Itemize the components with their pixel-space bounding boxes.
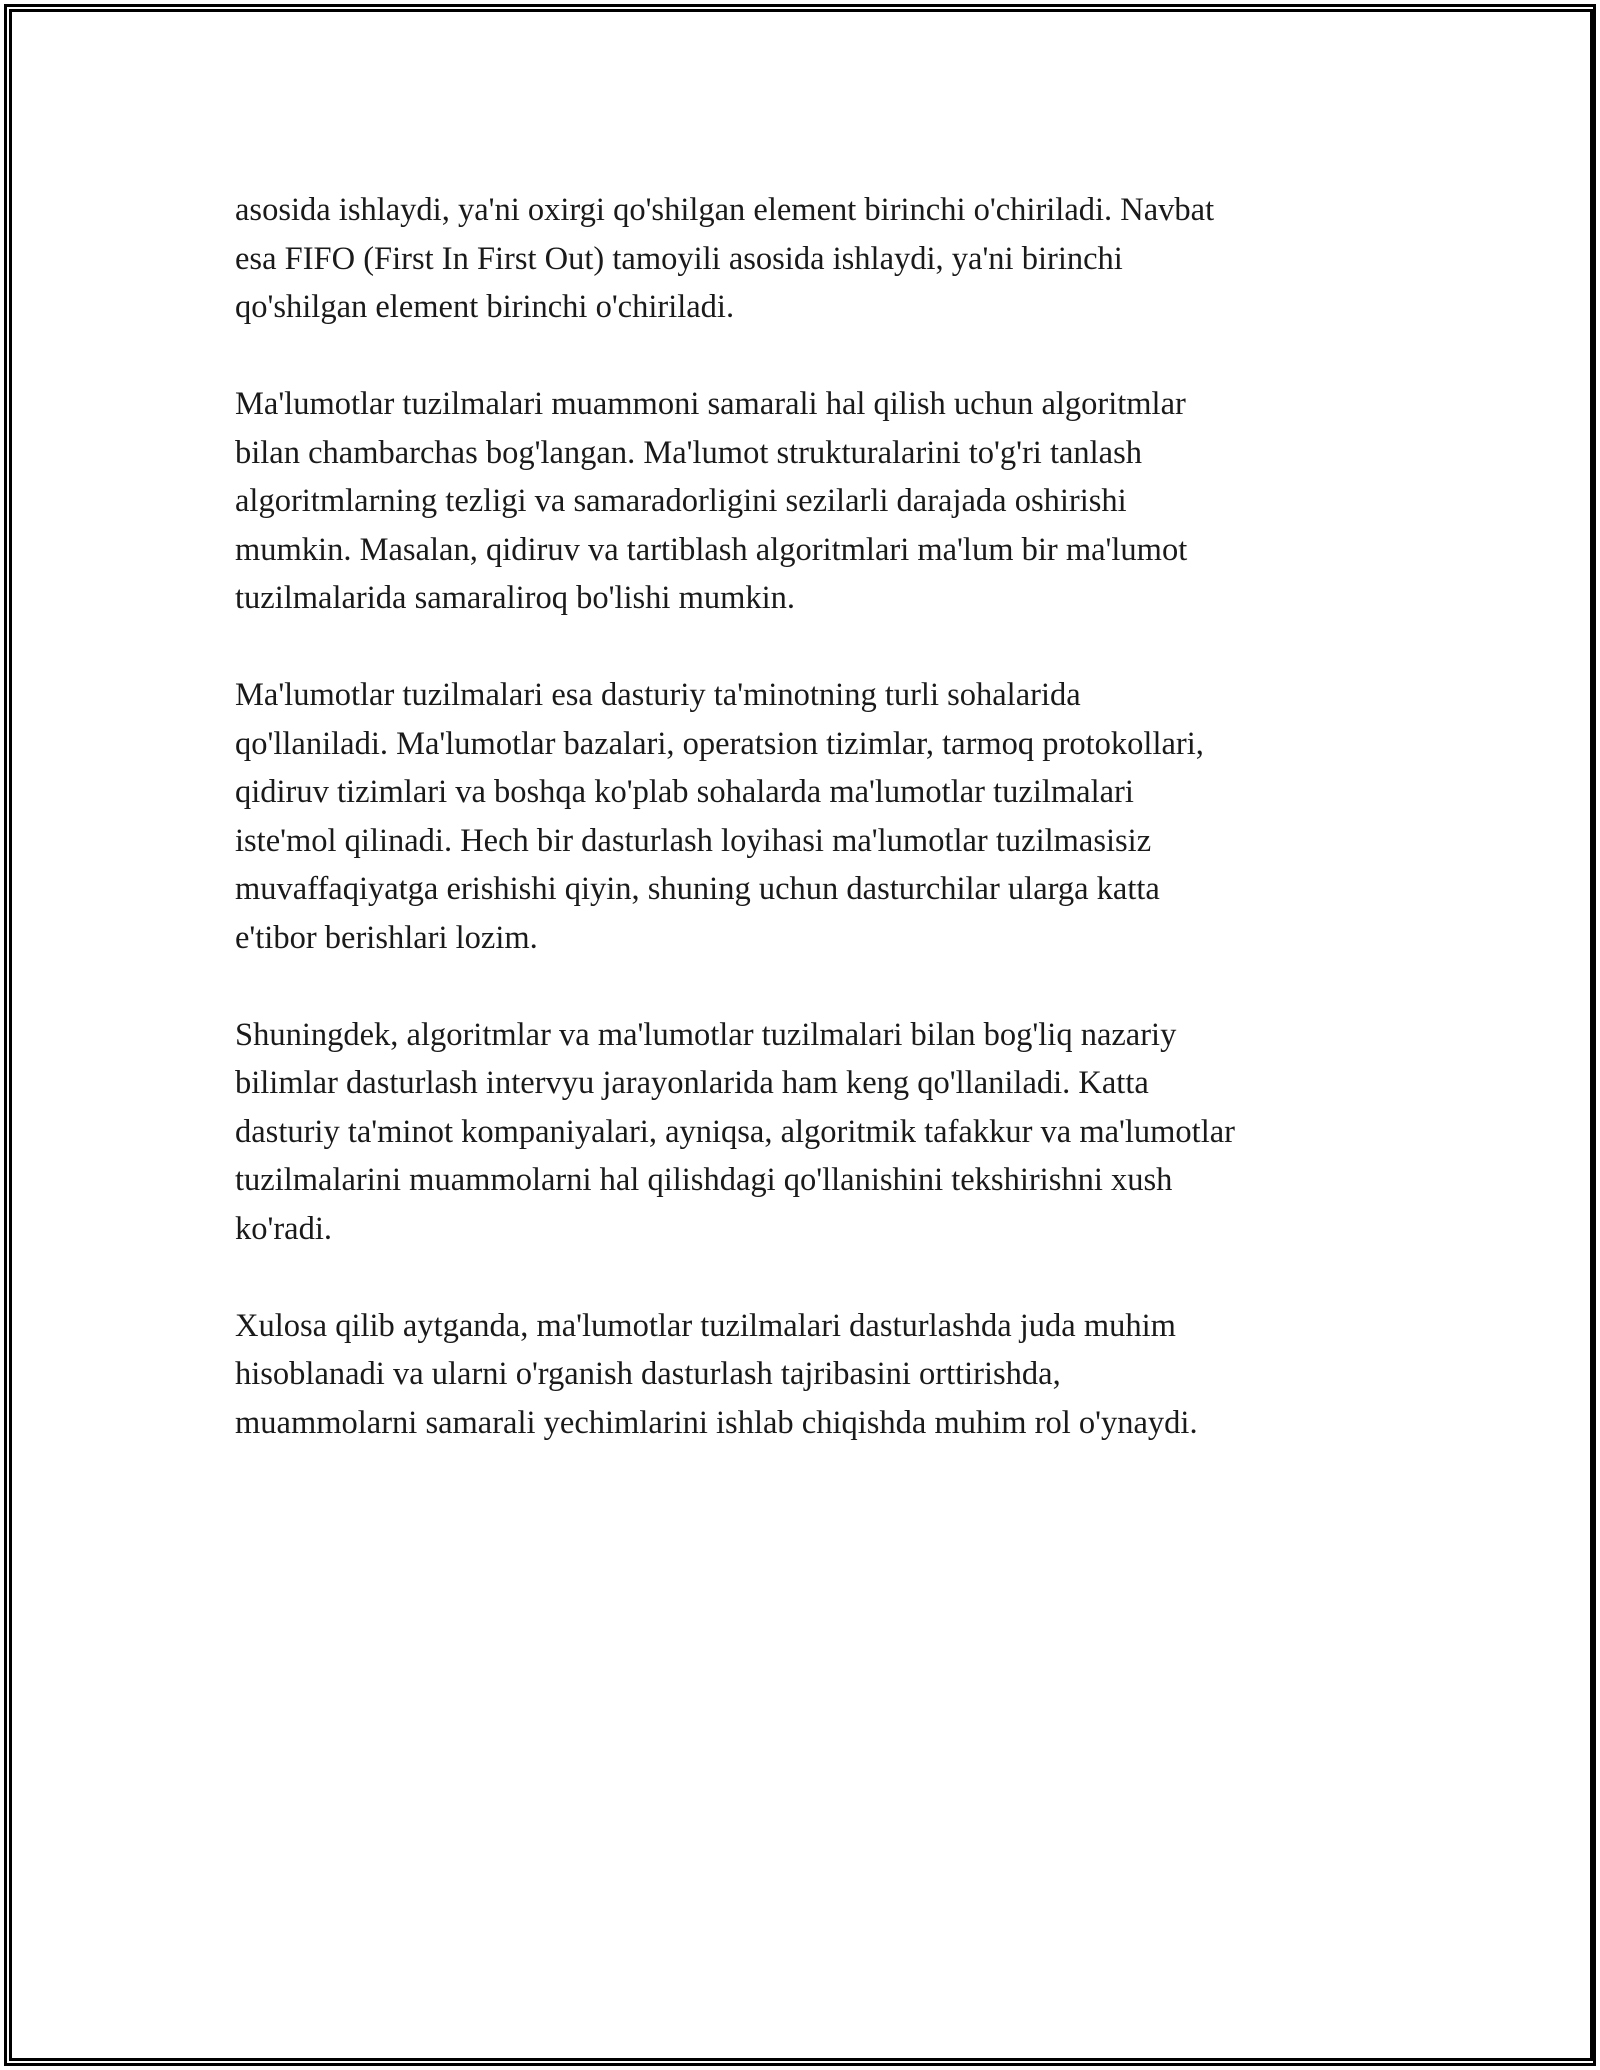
text-line: ko'radi. — [235, 1210, 333, 1247]
text-line: algoritmlarning tezligi va samaradorligini sezilarli darajada oshirishi — [235, 483, 1127, 519]
text-line: hisoblanadi va ularni o'rganish dasturlash tajribasini orttirishda, — [235, 1356, 1061, 1392]
text-line: muvaffaqiyatga erishishi qiyin, shuning uchun dasturchilar ularga katta — [235, 871, 1160, 907]
text-line: e'tibor berishlari lozim. — [235, 919, 538, 956]
text-line: Xulosa qilib aytganda, ma'lumotlar tuzilmalari dasturlashda juda muhim — [235, 1307, 1176, 1344]
text-line: tuzilmalarini muammolarni hal qilishdagi qo'llanishini tekshirishni xush — [235, 1162, 1173, 1198]
text-line: qidiruv tizimlari va boshqa ko'plab sohalarda ma'lumotlar tuzilmalari — [235, 774, 1134, 810]
text-line: Ma'lumotlar tuzilmalari muammoni samarali hal qilish uchun algoritmlar — [235, 386, 1186, 422]
text-line: bilan chambarchas bog'langan. Ma'lumot strukturalarini to'g'ri tanlash — [235, 434, 1143, 471]
paragraph-1 — [235, 186, 1365, 332]
paragraph-5 — [235, 1302, 1365, 1448]
text-line: mumkin. Masalan, qidiruv va tartiblash algoritmlari ma'lum bir ma'lumot — [235, 531, 1188, 568]
text-line: asosida ishlaydi, ya'ni oxirgi qo'shilgan element birinchi o'chiriladi. Navbat — [235, 192, 1215, 228]
paragraph-2 — [235, 380, 1365, 623]
text-line: muammolarni samarali yechimlarini ishlab chiqishda muhim rol o'ynaydi. — [235, 1404, 1198, 1441]
text-line: tuzilmalarida samaraliroq bo'lishi mumkin. — [235, 580, 796, 616]
paragraph-3 — [235, 671, 1365, 962]
paragraph-4 — [235, 1011, 1365, 1254]
text-line: bilimlar dasturlash intervyu jarayonlarida ham keng qo'llaniladi. Katta — [235, 1065, 1149, 1101]
text-line: esa FIFO (First In First Out) tamoyili asosida ishlaydi, ya'ni birinchi — [235, 240, 1123, 277]
text-line: dasturiy ta'minot kompaniyalari, ayniqsa, algoritmik tafakkur va ma'lumotlar — [235, 1113, 1235, 1150]
document-body — [235, 186, 1365, 1496]
text-line: Ma'lumotlar tuzilmalari esa dasturiy ta'minotning turli sohalarida — [235, 677, 1081, 713]
text-line: qo'shilgan element birinchi o'chiriladi. — [235, 289, 735, 325]
text-line: Shuningdek, algoritmlar va ma'lumotlar tuzilmalari bilan bog'liq nazariy — [235, 1016, 1177, 1053]
text-line: qo'llaniladi. Ma'lumotlar bazalari, operatsion tizimlar, tarmoq protokollari, — [235, 725, 1204, 762]
text-line: iste'mol qilinadi. Hech bir dasturlash loyihasi ma'lumotlar tuzilmasisiz — [235, 822, 1152, 859]
